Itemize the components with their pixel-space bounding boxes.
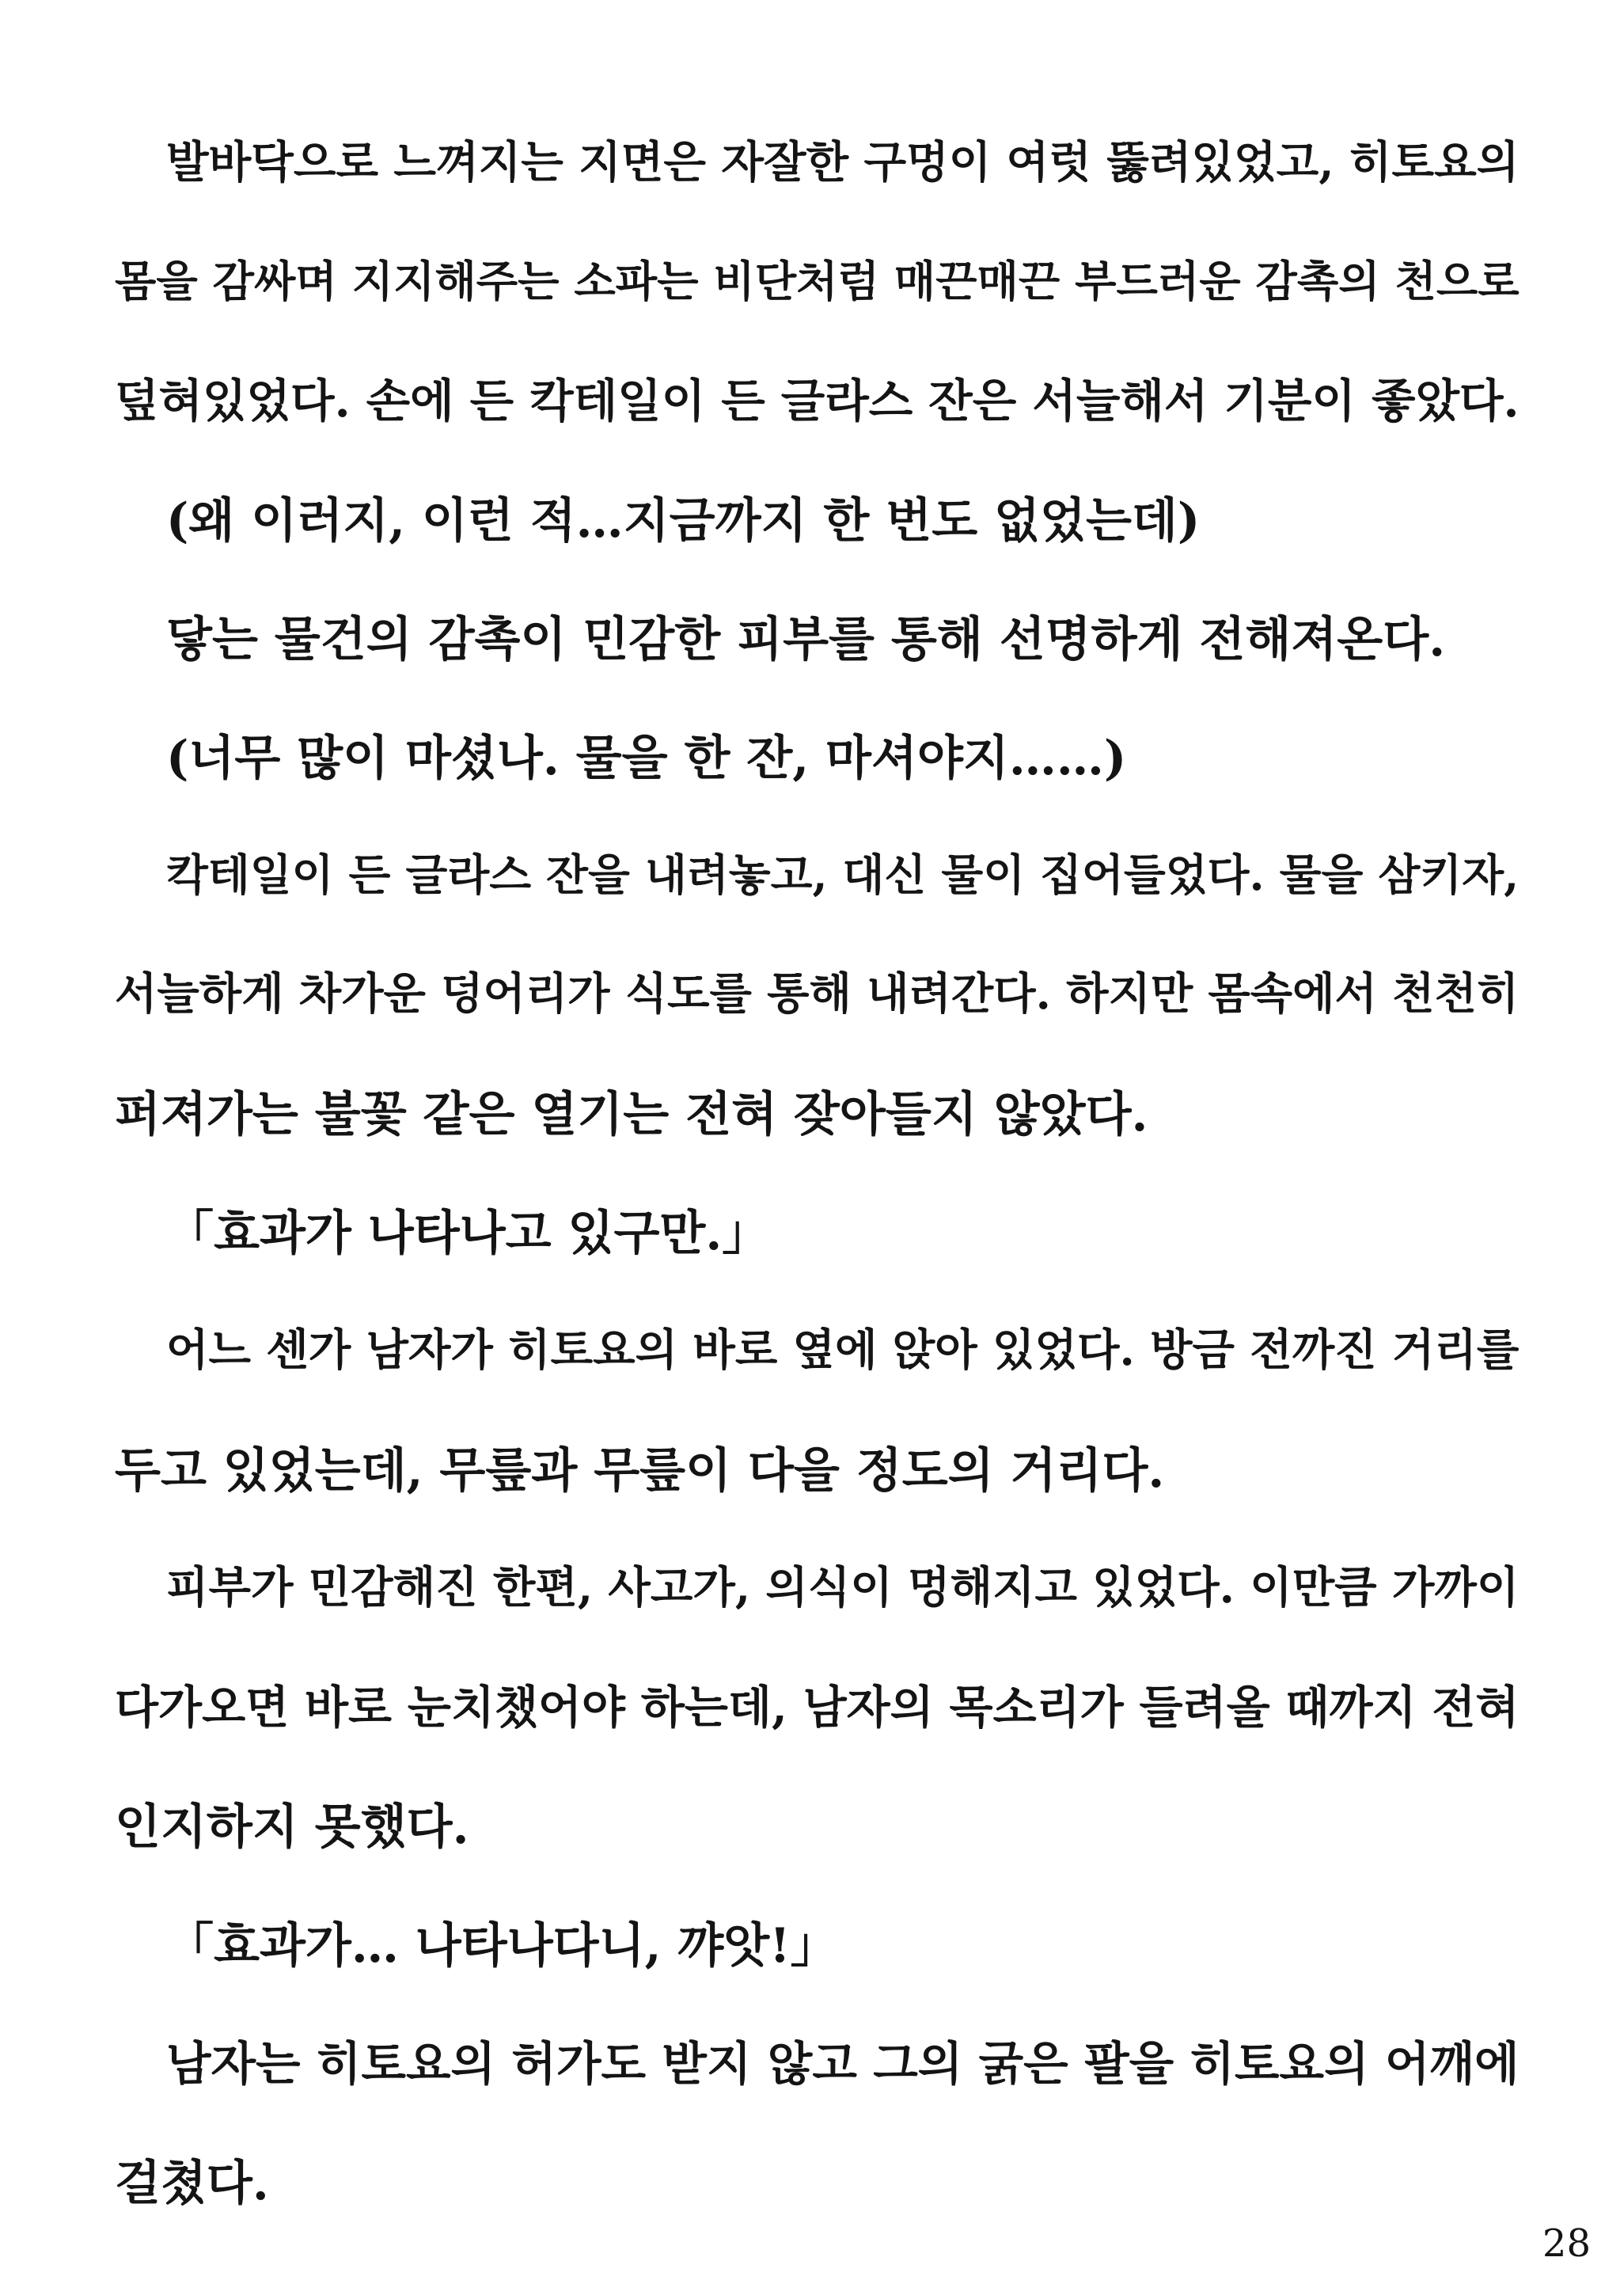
text-line-6: (너무 많이 마셨나. 물을 한 잔, 마셔야지……): [166, 731, 1127, 786]
page-number: 28: [1542, 2221, 1591, 2266]
text-line-9: 퍼져가는 불꽃 같은 열기는 전혀 잦아들지 않았다.: [115, 1087, 1148, 1142]
text-line-4: (왜 이러지, 이런 적…지금까지 한 번도 없었는데): [166, 493, 1201, 549]
text-line-1: 발바닥으로 느껴지는 지면은 자잘한 구멍이 여럿 뚫려있었고, 히토요의: [166, 137, 1520, 188]
text-line-13: 피부가 민감해진 한편, 사고가, 의식이 멍해지고 있었다. 이만큼 가까이: [166, 1562, 1520, 1613]
text-line-11: 어느 센가 남자가 히토요의 바로 옆에 앉아 있었다. 방금 전까진 거리를: [166, 1324, 1520, 1376]
text-line-18: 걸쳤다.: [115, 2156, 269, 2211]
text-line-14: 다가오면 바로 눈치챘어야 하는데, 남자의 목소리가 들려올 때까지 전혀: [115, 1681, 1520, 1734]
text-line-5: 닿는 물건의 감촉이 민감한 피부를 통해 선명하게 전해져온다.: [166, 612, 1446, 667]
text-line-8: 서늘하게 차가운 덩어리가 식도를 통해 내려간다. 하지만 몸속에서 천천히: [115, 968, 1520, 1020]
text-line-16: 「효과가… 나타나다니, 꺄앗!」: [166, 1918, 838, 1974]
text-line-7: 칵테일이 든 글라스 잔을 내려놓고, 대신 물이 집어들었다. 물을 삼키자,: [166, 849, 1520, 900]
text-line-17: 남자는 히토요의 허가도 받지 않고 그의 굵은 팔을 히토요의 어깨에: [166, 2036, 1520, 2091]
text-line-15: 인지하지 못했다.: [115, 1799, 469, 1855]
text-line-12: 두고 있었는데, 무릎과 무릎이 다을 정도의 거리다.: [115, 1443, 1165, 1499]
text-line-10: 「효과가 나타나고 있구만.」: [166, 1206, 770, 1261]
text-line-3: 덮혀있었다. 손에 든 칵테일이 든 글라스 잔은 서늘해서 기분이 좋았다.: [115, 374, 1520, 428]
text-line-2: 몸을 감싸며 지지해주는 소파는 비단처럼 매끈매끈 부드러운 감촉의 천으로: [115, 256, 1520, 306]
